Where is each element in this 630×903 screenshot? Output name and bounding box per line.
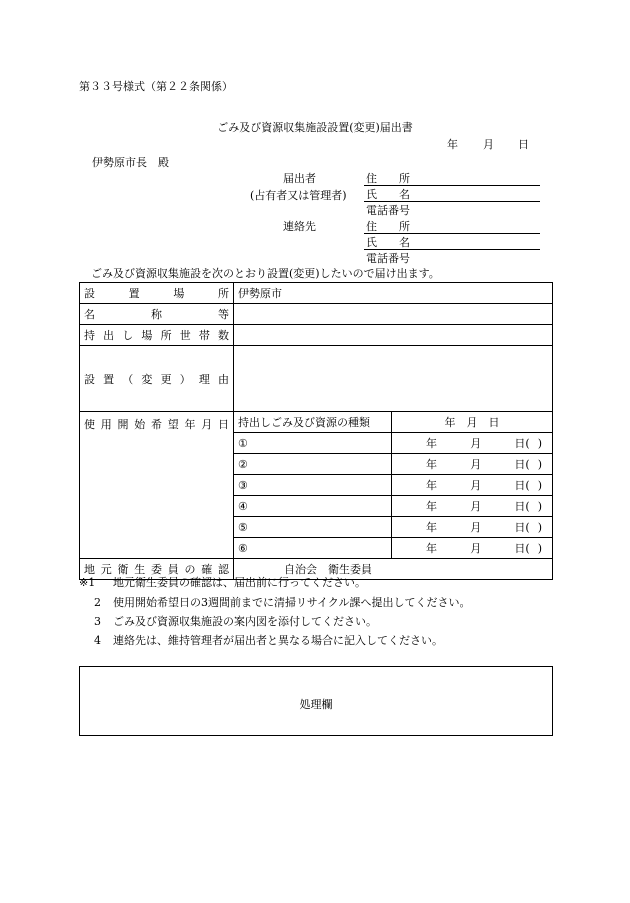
row-close: ) bbox=[537, 521, 542, 534]
date-cell[interactable] bbox=[392, 496, 553, 517]
note-2-text: 使用開始希望日の3週間前までに清掃リサイクル課へ提出してください。 bbox=[113, 596, 471, 609]
processing-box bbox=[79, 666, 553, 736]
reason-label bbox=[84, 371, 229, 387]
row-year: 年 bbox=[426, 542, 437, 555]
households-value-cell[interactable] bbox=[234, 325, 553, 346]
label-char: 認 bbox=[218, 563, 229, 576]
row-day: 日( bbox=[514, 479, 530, 492]
note-3-number: 3 bbox=[94, 615, 101, 628]
label-char: 数 bbox=[217, 329, 229, 342]
date-cell[interactable] bbox=[392, 454, 553, 475]
row-year: 年 bbox=[426, 500, 437, 513]
note-4-number: 4 bbox=[94, 634, 101, 647]
label-char: （ bbox=[122, 372, 134, 386]
applicant-sub-label: (占有者又は管理者) bbox=[250, 189, 347, 202]
contact-label: 連絡先 bbox=[283, 220, 316, 233]
type-header-cell bbox=[234, 412, 392, 433]
row-day: 日( bbox=[514, 542, 530, 555]
applicant-address-line bbox=[364, 185, 540, 186]
row-month: 月 bbox=[470, 458, 482, 471]
date-cell[interactable] bbox=[392, 538, 553, 559]
applicant-address-label: 住 所 bbox=[366, 172, 410, 185]
start-label bbox=[84, 416, 229, 432]
reason-value-cell[interactable] bbox=[234, 346, 553, 412]
row-month: 月 bbox=[470, 437, 482, 450]
label-char: ） bbox=[179, 372, 191, 386]
date-month: 月 bbox=[483, 138, 494, 151]
label-char: 持 bbox=[84, 329, 95, 342]
label-char: 更 bbox=[160, 372, 172, 386]
row-day: 日( bbox=[514, 437, 530, 450]
row-number: ③ bbox=[238, 478, 248, 492]
row-day: 日( bbox=[514, 458, 530, 471]
note-4-text: 連絡先は、維持管理者が届出者と異なる場合に記入してください。 bbox=[113, 634, 443, 647]
label-char: 変 bbox=[141, 372, 153, 386]
row-close: ) bbox=[537, 458, 542, 471]
label-char: 等 bbox=[218, 308, 229, 321]
type-cell[interactable] bbox=[234, 538, 392, 559]
row-year: 年 bbox=[426, 437, 437, 450]
label-char: 場 bbox=[173, 287, 185, 300]
label-char: 置 bbox=[128, 287, 140, 300]
date-cell[interactable] bbox=[392, 433, 553, 454]
households-label-cell bbox=[80, 325, 234, 346]
label-char: 地 bbox=[84, 563, 95, 576]
start-label-cell bbox=[80, 412, 234, 559]
applicant-name-line bbox=[364, 201, 540, 202]
row-close: ) bbox=[537, 437, 542, 450]
label-char: 所 bbox=[160, 329, 172, 342]
label-char: 理 bbox=[198, 372, 210, 386]
contact-phone-label: 電話番号 bbox=[366, 252, 410, 265]
row-day: 日( bbox=[514, 521, 530, 534]
type-cell[interactable] bbox=[234, 475, 392, 496]
date-header-cell bbox=[392, 412, 553, 433]
label-char: 由 bbox=[217, 372, 229, 386]
row-close: ) bbox=[537, 542, 542, 555]
name-label bbox=[84, 306, 229, 322]
note-2-number: 2 bbox=[94, 596, 101, 609]
label-char: 称 bbox=[151, 308, 162, 321]
row-month: 月 bbox=[470, 500, 482, 513]
label-char: の bbox=[184, 563, 196, 576]
applicant-name-label: 氏 名 bbox=[366, 188, 410, 201]
label-char: 生 bbox=[134, 563, 146, 576]
date-cell[interactable] bbox=[392, 475, 553, 496]
row-number: ④ bbox=[238, 499, 248, 513]
label-char: 希 bbox=[151, 418, 162, 431]
row-number: ⑤ bbox=[238, 520, 248, 534]
label-char: 設 bbox=[84, 372, 95, 386]
row-month: 月 bbox=[470, 479, 482, 492]
contact-name-label: 氏 名 bbox=[366, 236, 410, 249]
contact-address-label: 住 所 bbox=[366, 220, 410, 233]
label-char: 世 bbox=[179, 329, 191, 342]
label-char: 設 bbox=[84, 287, 95, 300]
label-char: 名 bbox=[84, 308, 95, 321]
row-year: 年 bbox=[426, 521, 437, 534]
label-char: 置 bbox=[103, 372, 115, 386]
note-1-text: 地元衛生委員の確認は、届出前に行ってください。 bbox=[113, 576, 366, 589]
label-char: 場 bbox=[141, 329, 153, 342]
row-number: ⑥ bbox=[238, 541, 248, 555]
label-char: 使 bbox=[84, 418, 95, 431]
applicant-label: 届出者 bbox=[283, 172, 316, 185]
label-char: 日 bbox=[218, 418, 229, 431]
reason-label-cell bbox=[80, 346, 234, 412]
confirm-label bbox=[84, 561, 229, 577]
addressee: 伊勢原市長 殿 bbox=[92, 156, 169, 169]
label-char: 開 bbox=[117, 418, 129, 431]
type-header: 持出しごみ及び資源の種類 bbox=[238, 416, 370, 429]
row-number: ② bbox=[238, 457, 248, 471]
row-year: 年 bbox=[426, 479, 437, 492]
row-month: 月 bbox=[470, 521, 482, 534]
row-year: 年 bbox=[426, 458, 437, 471]
location-value: 伊勢原市 bbox=[238, 287, 282, 300]
location-value-cell[interactable] bbox=[234, 283, 553, 304]
date-header: 年 月 日 bbox=[444, 416, 500, 429]
row-day: 日( bbox=[514, 500, 530, 513]
type-cell[interactable] bbox=[234, 496, 392, 517]
label-char: 委 bbox=[151, 563, 162, 576]
type-cell[interactable] bbox=[234, 454, 392, 475]
label-char: 確 bbox=[201, 563, 213, 576]
location-label bbox=[84, 285, 229, 301]
label-char: 年 bbox=[184, 418, 196, 431]
note-3-text: ごみ及び資源収集施設の案内図を添付してください。 bbox=[113, 615, 377, 628]
label-char: 望 bbox=[167, 418, 179, 431]
name-value-cell[interactable] bbox=[234, 304, 553, 325]
label-char: 員 bbox=[167, 563, 179, 576]
label-char: 月 bbox=[201, 418, 213, 431]
label-char: 出 bbox=[103, 329, 115, 342]
form-title: ごみ及び資源収集施設設置(変更)届出書 bbox=[217, 121, 413, 134]
type-cell[interactable] bbox=[234, 517, 392, 538]
note-1-number: ※1 bbox=[79, 576, 96, 589]
contact-name-line bbox=[364, 249, 540, 250]
date-year: 年 bbox=[447, 138, 458, 151]
location-label-cell bbox=[80, 283, 234, 304]
processing-label: 処理欄 bbox=[299, 698, 333, 711]
label-char: 用 bbox=[100, 418, 112, 431]
households-label bbox=[84, 327, 229, 343]
confirm-value: 自治会 衛生委員 bbox=[284, 563, 372, 576]
label-char: し bbox=[122, 329, 134, 342]
type-cell[interactable] bbox=[234, 433, 392, 454]
application-table bbox=[79, 282, 553, 580]
row-close: ) bbox=[537, 500, 542, 513]
date-day: 日 bbox=[518, 138, 529, 151]
applicant-phone-label: 電話番号 bbox=[366, 204, 410, 217]
label-char: 始 bbox=[134, 418, 146, 431]
date-cell[interactable] bbox=[392, 517, 553, 538]
row-month: 月 bbox=[470, 542, 482, 555]
form-number: 第３３号様式（第２２条関係） bbox=[79, 80, 233, 93]
row-number: ① bbox=[238, 436, 248, 450]
label-char: 衛 bbox=[117, 563, 129, 576]
label-char: 所 bbox=[217, 287, 229, 300]
label-char: 元 bbox=[100, 563, 112, 576]
intro-text: ごみ及び資源収集施設を次のとおり設置(変更)したいので届け出ます。 bbox=[91, 267, 440, 280]
label-char: 帯 bbox=[198, 329, 210, 342]
contact-address-line bbox=[364, 233, 540, 234]
row-close: ) bbox=[537, 479, 542, 492]
name-label-cell bbox=[80, 304, 234, 325]
